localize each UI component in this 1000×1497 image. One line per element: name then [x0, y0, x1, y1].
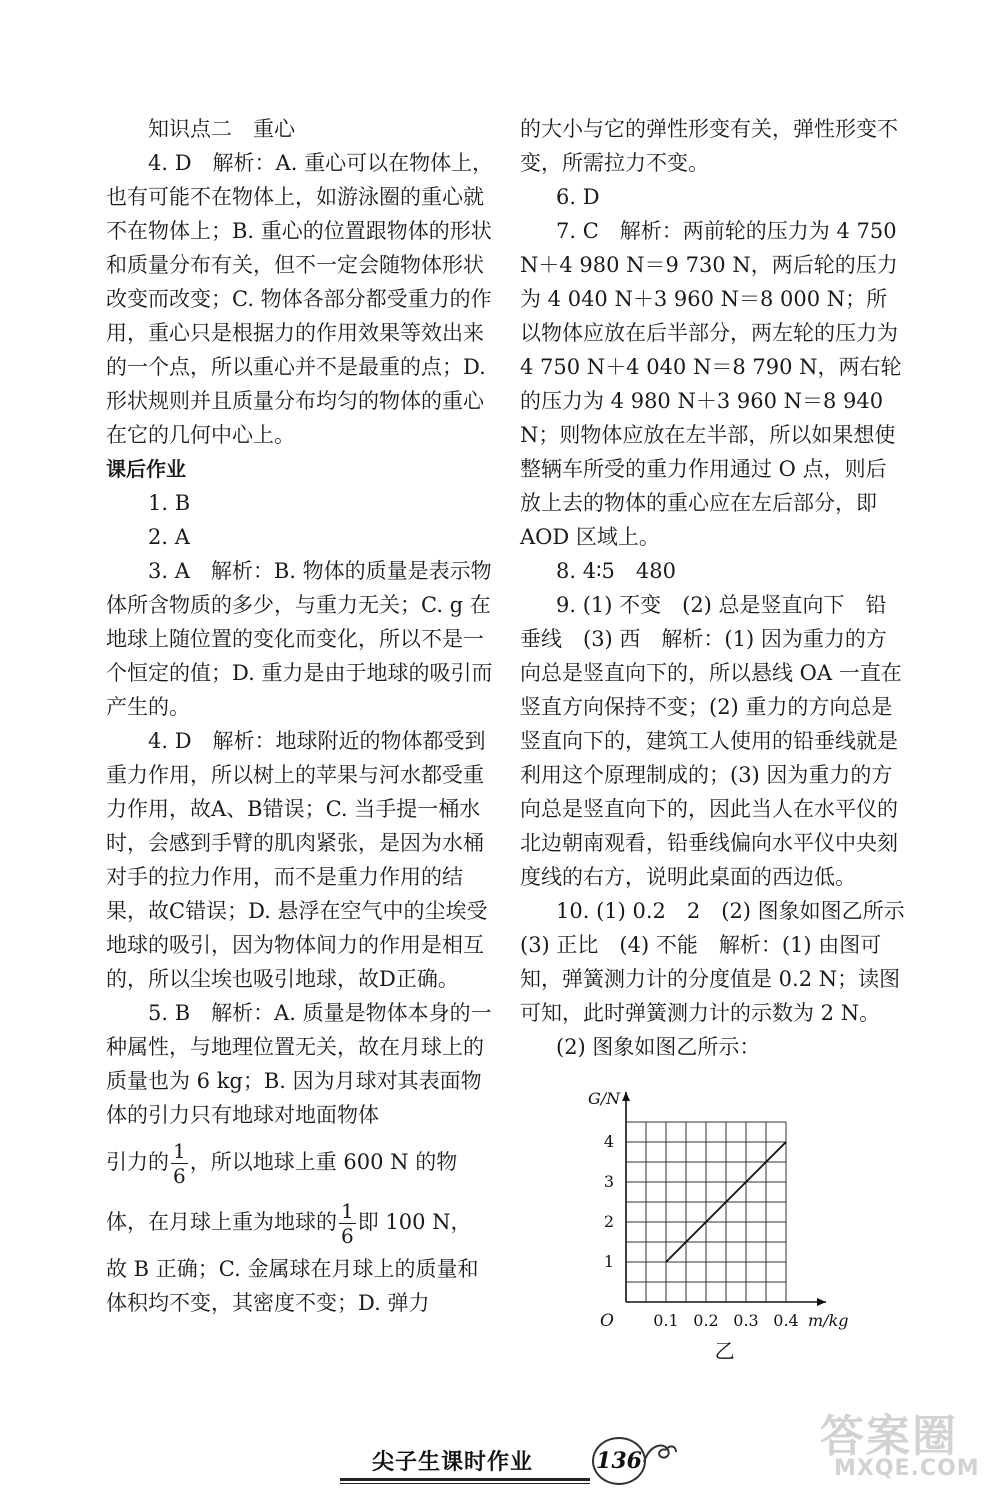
- answer-6: 6. D: [556, 185, 600, 209]
- answer-8: 8. 4∶5 480: [556, 559, 676, 583]
- text-span: ，所以地球上重 600 N 的物: [189, 1150, 458, 1174]
- answer-hw-5-end: 故 B 正确；C. 金属球在月球上的质量和体积均不变，其密度不变；D. 弹力: [106, 1257, 479, 1315]
- y-axis-label: G/N: [588, 1089, 621, 1108]
- page-number: 136: [592, 1437, 646, 1485]
- x-axis-label: m/kg: [808, 1311, 849, 1330]
- answer-hw-5: 5. B 解析：A. 质量是物体本身的一种属性，与地理位置无关，故在月球上的质量也为 6 kg；B. 因为月球对其表面物体的引力只有地球对地面物体: [106, 1001, 492, 1127]
- left-column: [106, 112, 494, 1320]
- answer-10-figure-ref: (2) 图象如图乙所示：: [556, 1035, 761, 1059]
- section-title: 知识点二 重心: [148, 117, 295, 141]
- text-span: 即 100 N，: [357, 1210, 472, 1234]
- answer-10: 10. (1) 0.2 2 (2) 图象如图乙所示 (3) 正比 (4) 不能 解析：(1) 由图可知，弹簧测力计的分度值是 0.2 N；读图可知，此时弹簧测力计的示数为 2 N。: [520, 899, 926, 1025]
- answer-hw-5-line-fraction-2: [106, 1192, 494, 1252]
- swirl-ornament-icon: [640, 1440, 680, 1470]
- text-span: 引力的: [106, 1150, 169, 1174]
- answer-5-continued: 的大小与它的弹性形变有关，弹性形变不变，所需拉力不变。: [520, 117, 898, 175]
- y-tick-label: 3: [603, 1172, 614, 1191]
- answer-4-knowledge: 4. D 解析：A. 重心可以在物体上，也有可能不在物体上，如游泳圈的重心就不在物体上；B. 重心的位置跟物体的形状和质量分布有关，但不一定会随物体形状改变而改变；C. 物体各部分都受重力的作用，重心只是根据力的作用效果等效出来的一个点，所以重心并不是最重的点；D. 形状规则并且质量分布均匀的物体的重心在它的几何中心上。: [106, 151, 494, 447]
- footer-book-title: 尖子生课时作业: [372, 1450, 534, 1475]
- x-tick-label: 0.4: [773, 1311, 799, 1330]
- fraction-numerator: 1: [173, 1139, 186, 1163]
- watermark-url: MXQE.COM: [834, 1456, 980, 1481]
- answer-hw-3: 3. A 解析：B. 物体的质量是表示物体所含物质的多少，与重力无关；C. g 在地球上随位置的变化而变化，所以不是一个恒定的值；D. 重力是由于地球的吸引而产生的。: [106, 559, 493, 719]
- x-tick-label: 0.2: [693, 1311, 719, 1330]
- homework-title: 课后作业: [106, 457, 186, 481]
- x-tick-label: 0.3: [733, 1311, 759, 1330]
- watermark: [820, 1400, 990, 1495]
- fraction-one-sixth: [171, 1139, 188, 1188]
- chart-svg: [586, 1084, 866, 1363]
- answer-hw-4: 4. D 解析：地球附近的物体都受到重力作用，所以树上的苹果与河水都受重力作用，故A、B错误；C. 当手提一桶水时，会感到手臂的肌肉紧张，是因为水桶对手的拉力作用，而不是重力作用的结果，故C错误；D. 悬浮在空气中的尘埃受地球的吸引，因为物体间力的作用是相互的，所以尘埃也吸引地球，故D正确。: [106, 729, 488, 991]
- footer-rule-thin: [340, 1483, 590, 1484]
- answer-hw-5-line-fraction-1: [106, 1132, 494, 1192]
- fraction-denominator: 6: [341, 1224, 354, 1248]
- footer-rule: [340, 1478, 590, 1481]
- fraction-numerator: 1: [341, 1199, 354, 1223]
- fraction-one-sixth: [339, 1199, 356, 1248]
- y-axis-arrow-icon: [622, 1092, 630, 1101]
- fraction-denominator: 6: [173, 1164, 186, 1188]
- right-column: [520, 112, 926, 1064]
- graph-g-vs-m: [586, 1084, 866, 1363]
- answer-7: 7. C 解析：两前轮的压力为 4 750 N＋4 980 N＝9 730 N，两后轮的压力为 4 040 N＋3 960 N＝8 000 N；所以物体应放在后半部分，两左轮的压力为 4 750 N＋4 040 N＝8 790 N，两右轮的压力为 4 980 N＋3 960 N＝8 940 N；则物体应放在左半部，所以如果想使整辆车所受的重力作用通过 O 点，则后放上去的物体的重心应在左后部分，即 AOD 区域上。: [520, 219, 902, 549]
- text-span: 体，在月球上重为地球的: [106, 1210, 337, 1234]
- x-tick-label: 0.1: [653, 1311, 679, 1330]
- figure-caption: 乙: [714, 1339, 735, 1363]
- answer-9: 9. (1) 不变 (2) 总是竖直向下 铅垂线 (3) 西 解析：(1) 因为重力的方向总是竖直向下的，所以悬线 OA 一直在竖直方向保持不变；(2) 重力的方向总是竖直向下的，建筑工人使用的铅垂线就是利用这个原理制成的；(3) 因为重力的方向总是竖直向下的，因此当人在水平仪的北边朝南观看，铅垂线偏向水平仪中央刻度线的右方，说明此桌面的西边低。: [520, 593, 902, 889]
- y-tick-label: 4: [603, 1132, 614, 1151]
- origin-label: O: [600, 1311, 614, 1331]
- answer-hw-2: 2. A: [148, 525, 190, 549]
- y-tick-label: 2: [603, 1212, 614, 1231]
- answer-hw-1: 1. B: [148, 491, 191, 515]
- y-tick-label: 1: [603, 1252, 614, 1271]
- x-axis-arrow-icon: [817, 1298, 826, 1306]
- watermark-logo-text: 答案圈: [820, 1411, 958, 1462]
